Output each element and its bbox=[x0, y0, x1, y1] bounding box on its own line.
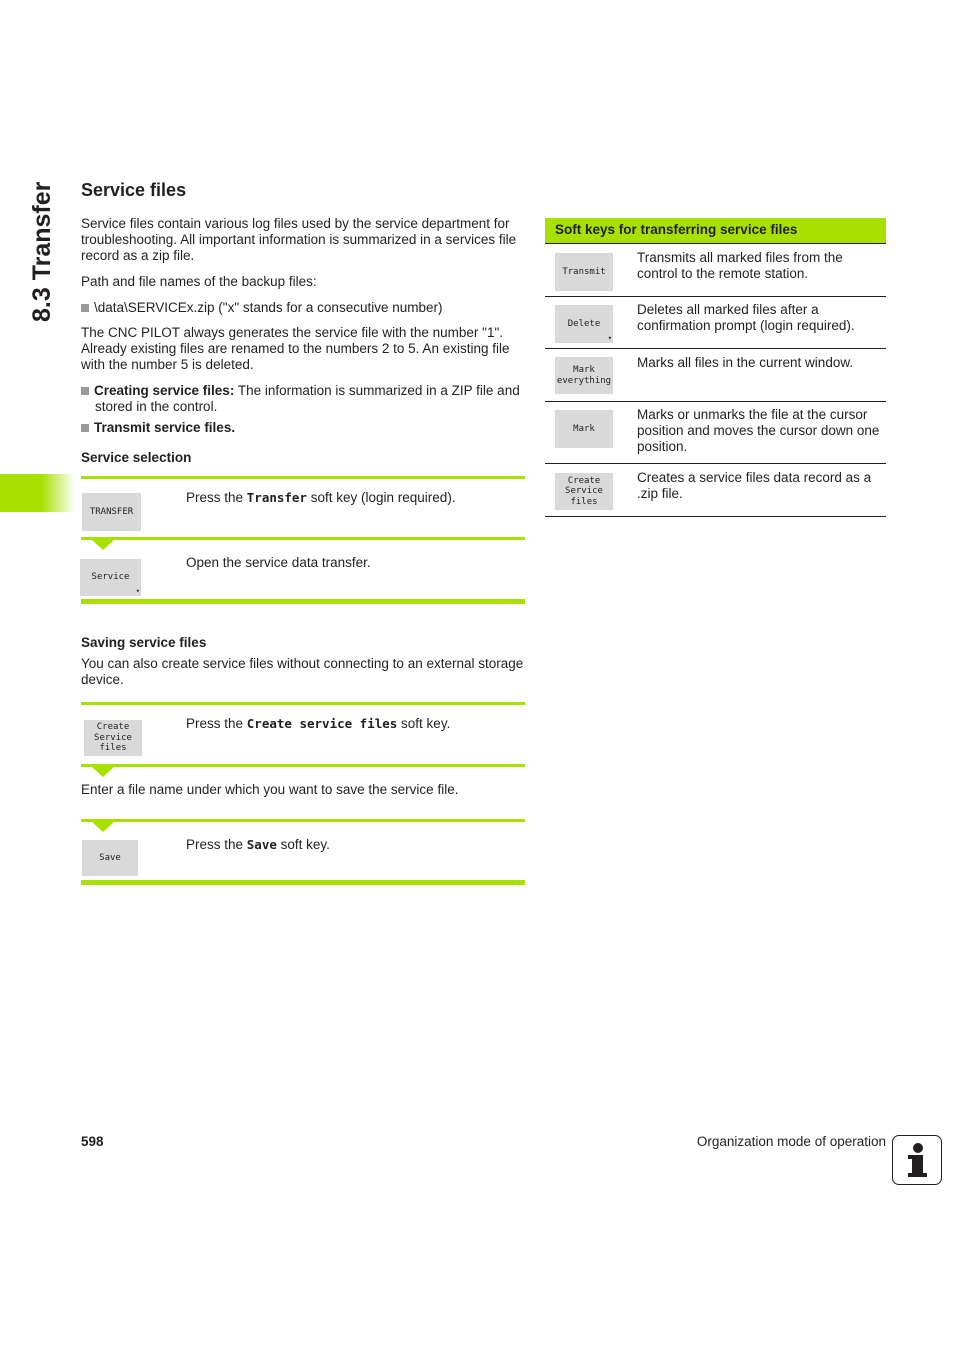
mark-softkey-label: Mark bbox=[573, 423, 595, 434]
step3-instruction bbox=[186, 716, 521, 732]
step-divider bbox=[81, 819, 525, 822]
bullet-square-icon bbox=[81, 304, 89, 312]
step-divider bbox=[81, 764, 525, 767]
transfer-softkey[interactable] bbox=[82, 493, 141, 531]
save-softkey-label: Save bbox=[99, 852, 121, 863]
table-row-divider bbox=[545, 348, 886, 349]
side-tab-green bbox=[0, 474, 75, 512]
mark-softkey[interactable] bbox=[555, 410, 613, 448]
enter-filename-text: Enter a file name under which you want to save the service file. bbox=[81, 782, 459, 797]
page-title: Service files bbox=[81, 180, 187, 200]
step1-instruction bbox=[186, 490, 521, 506]
bullet-transmit-text: Transmit service files. bbox=[94, 420, 236, 435]
table-row-desc: Marks all files in the current window. bbox=[637, 355, 854, 370]
transfer-softkey-label: TRANSFER bbox=[89, 506, 134, 517]
bullet-create-bold: Creating service files: bbox=[94, 383, 235, 398]
transmit-softkey[interactable] bbox=[555, 253, 613, 291]
step4-mono: Save bbox=[246, 837, 277, 852]
table-row-desc: Deletes all marked files after a confirmation prompt (login required). bbox=[637, 302, 855, 333]
path-bullet bbox=[81, 300, 526, 316]
table-row-divider bbox=[545, 516, 886, 517]
step4-pre: Press the bbox=[186, 837, 247, 852]
bullet-create-text: The information is summarized in a ZIP file and stored in the control. bbox=[95, 383, 520, 414]
service-softkey-label: Service bbox=[91, 572, 130, 583]
step4-post: soft key. bbox=[276, 837, 330, 852]
table-row-desc: Creates a service files data record as a .zip file. bbox=[637, 470, 872, 501]
step-divider bbox=[81, 880, 525, 885]
create-service-files-softkey-label: Create Service files bbox=[94, 722, 132, 754]
softkey-table-header bbox=[545, 218, 886, 244]
softkey-table-header-text: Soft keys for transferring service files bbox=[555, 222, 798, 237]
step-arrow-icon bbox=[92, 767, 114, 777]
table-row-desc: Marks or unmarks the file at the cursor position and moves the cursor down one position. bbox=[637, 407, 880, 454]
bullet-transmit bbox=[81, 420, 526, 436]
create-service-files-softkey[interactable] bbox=[84, 720, 142, 756]
path-bullet-text: \data\SERVICEx.zip ("x" stands for a consecutive number) bbox=[94, 300, 443, 315]
delete-softkey-label: Delete bbox=[567, 318, 601, 329]
service-softkey[interactable] bbox=[80, 559, 141, 596]
saving-heading: Saving service files bbox=[81, 635, 207, 650]
create-service-files-table-softkey[interactable] bbox=[555, 473, 613, 510]
footer-section: Organization mode of operation bbox=[696, 1134, 886, 1149]
table-row-desc: Transmits all marked files from the control to the remote station. bbox=[637, 250, 843, 281]
table-row-divider bbox=[545, 463, 886, 464]
step1-pre: Press the bbox=[186, 490, 247, 505]
delete-softkey[interactable] bbox=[555, 305, 613, 343]
intro-paragraph: Service files contain various log files used by the service department for troubleshooting. All important information is summarized in a services file record as a zip file. bbox=[81, 216, 517, 263]
service-selection-heading: Service selection bbox=[81, 450, 192, 465]
bullet-square-icon bbox=[81, 387, 89, 395]
table-row-divider bbox=[545, 296, 886, 297]
mark-everything-softkey[interactable] bbox=[555, 357, 613, 394]
dropdown-mark-icon: ▾ bbox=[607, 334, 612, 342]
step-divider bbox=[81, 476, 525, 479]
chapter-side-title bbox=[27, 22, 57, 322]
step4-instruction bbox=[186, 837, 521, 853]
step2-instruction: Open the service data transfer. bbox=[186, 555, 371, 570]
step3-pre: Press the bbox=[186, 716, 247, 731]
step-divider bbox=[81, 599, 525, 604]
transmit-softkey-label: Transmit bbox=[562, 266, 606, 277]
mark-everything-softkey-label: Mark everything bbox=[556, 365, 612, 386]
path-intro: Path and file names of the backup files: bbox=[81, 274, 317, 289]
dropdown-mark-icon: ▾ bbox=[135, 587, 140, 595]
numbering-paragraph: The CNC PILOT always generates the service file with the number "1". Already existing files are renamed to the numbers 2 to 5. An existing file with the number 5 is deleted. bbox=[81, 325, 510, 372]
step3-post: soft key. bbox=[397, 716, 451, 731]
chapter-side-title-text: 8.3 Transfer bbox=[28, 181, 56, 322]
step-divider bbox=[81, 537, 525, 540]
create-service-files-table-softkey-label: Create Service files bbox=[565, 475, 603, 507]
info-icon[interactable] bbox=[892, 1135, 942, 1185]
table-row-divider bbox=[545, 401, 886, 402]
info-icon-glyph bbox=[893, 1136, 940, 1183]
page-number: 598 bbox=[81, 1134, 104, 1149]
step1-mono: Transfer bbox=[246, 490, 307, 505]
step-divider bbox=[81, 702, 525, 705]
bullet-create bbox=[81, 383, 526, 415]
bullet-square-icon bbox=[81, 424, 89, 432]
step-arrow-icon bbox=[92, 540, 114, 550]
step1-post: soft key (login required). bbox=[307, 490, 456, 505]
step3-mono: Create service files bbox=[246, 716, 398, 731]
saving-paragraph: You can also create service files without connecting to an external storage device. bbox=[81, 656, 524, 687]
step-arrow-icon bbox=[92, 822, 114, 832]
save-softkey[interactable] bbox=[82, 840, 138, 876]
